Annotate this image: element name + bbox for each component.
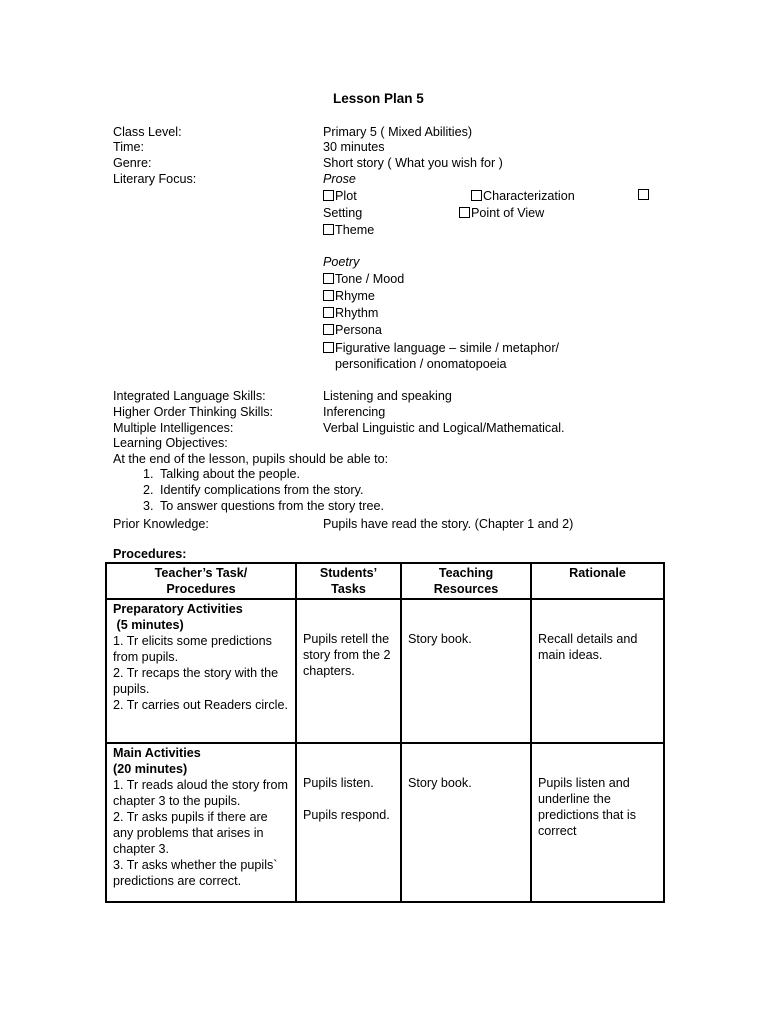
genre-value: Short story ( What you wish for ) <box>323 156 503 170</box>
teacher-task-cell <box>106 743 296 902</box>
rationale-text: Recall details and main ideas. <box>538 632 641 662</box>
class-level-value: Primary 5 ( Mixed Abilities) <box>323 125 473 139</box>
rhyme-checkbox-item: Rhyme <box>323 288 375 304</box>
rationale-cell <box>531 743 664 902</box>
setting-checkbox <box>638 188 649 204</box>
resources-cell <box>401 743 531 902</box>
integrated-skills-label: Integrated Language Skills: <box>113 389 266 403</box>
learning-objectives-label: Learning Objectives: <box>113 436 228 450</box>
header-teaching-resources: Teaching Resources <box>401 563 531 599</box>
header-students-tasks: Students’ Tasks <box>296 563 401 599</box>
characterization-checkbox-item: Characterization <box>471 188 575 204</box>
objective-item: 2. Identify complications from the story. <box>157 482 384 498</box>
hots-value: Inferencing <box>323 405 386 419</box>
resources-cell <box>401 599 531 743</box>
objective-item: 1. Talking about the people. <box>157 466 384 482</box>
multiple-intelligences-value: Verbal Linguistic and Logical/Mathematical. <box>323 421 565 435</box>
literary-focus-label: Literary Focus: <box>113 172 197 186</box>
activity-duration: (20 minutes) <box>113 762 188 776</box>
plot-checkbox-item: Plot <box>323 188 357 204</box>
teacher-steps: 1. Tr elicits some predictions from pupils. 2. Tr recaps the story with the pupils. 2. Tr carries out Readers circle. <box>113 634 288 712</box>
resource-text: Story book. <box>408 632 472 646</box>
header-rationale: Rationale <box>531 563 664 599</box>
setting-label: Setting <box>323 206 363 220</box>
header-teacher-task: Teacher’s Task/ Procedures <box>106 563 296 599</box>
objectives-list <box>137 466 384 514</box>
integrated-skills-value: Listening and speaking <box>323 389 452 403</box>
time-label: Time: <box>113 140 145 154</box>
persona-checkbox-item: Persona <box>323 322 382 338</box>
student-task: Pupils respond. <box>303 808 390 822</box>
point-of-view-checkbox-item: Point of View <box>459 205 544 221</box>
resource-text: Story book. <box>408 776 472 790</box>
tone-mood-checkbox-item: Tone / Mood <box>323 271 404 287</box>
prior-knowledge-label: Prior Knowledge: <box>113 517 209 531</box>
figurative-language-continuation: personification / onomatopoeia <box>335 357 507 371</box>
genre-label: Genre: <box>113 156 152 170</box>
objective-item: 3. To answer questions from the story tree. <box>157 498 384 514</box>
table-header-row <box>106 563 664 599</box>
teacher-task-cell <box>106 599 296 743</box>
teacher-steps: 1. Tr reads aloud the story from chapter 3 to the pupils. 2. Tr asks pupils if there are any problems that arises in chapter 3. 3. Tr asks whether the pupils` predictions are correct. <box>113 778 288 888</box>
objectives-intro: At the end of the lesson, pupils should be able to: <box>113 452 389 466</box>
hots-label: Higher Order Thinking Skills: <box>113 405 274 419</box>
activity-title: Main Activities <box>113 746 201 760</box>
prose-heading: Prose <box>323 172 356 186</box>
prior-knowledge-value: Pupils have read the story. (Chapter 1 and 2) <box>323 517 574 531</box>
student-task: Pupils listen. <box>303 776 374 790</box>
students-tasks-cell <box>296 743 401 902</box>
activity-duration: (5 minutes) <box>113 618 184 632</box>
rationale-text: Pupils listen and underline the predictions that is correct <box>538 776 640 838</box>
table-row <box>106 599 664 743</box>
poetry-heading: Poetry <box>323 255 360 269</box>
rationale-cell <box>531 599 664 743</box>
time-value: 30 minutes <box>323 140 385 154</box>
page-title: Lesson Plan 5 <box>333 91 424 106</box>
class-level-label: Class Level: <box>113 125 182 139</box>
multiple-intelligences-label: Multiple Intelligences: <box>113 421 234 435</box>
procedures-heading: Procedures: <box>113 547 187 561</box>
rhythm-checkbox-item: Rhythm <box>323 305 378 321</box>
procedures-table <box>105 562 665 903</box>
activity-title: Preparatory Activities <box>113 602 243 616</box>
theme-checkbox-item: Theme <box>323 222 374 238</box>
student-task: Pupils retell the story from the 2 chapters. <box>303 632 394 678</box>
figurative-language-checkbox-item: Figurative language – simile / metaphor/ <box>323 340 559 356</box>
students-tasks-cell <box>296 599 401 743</box>
table-row <box>106 743 664 902</box>
